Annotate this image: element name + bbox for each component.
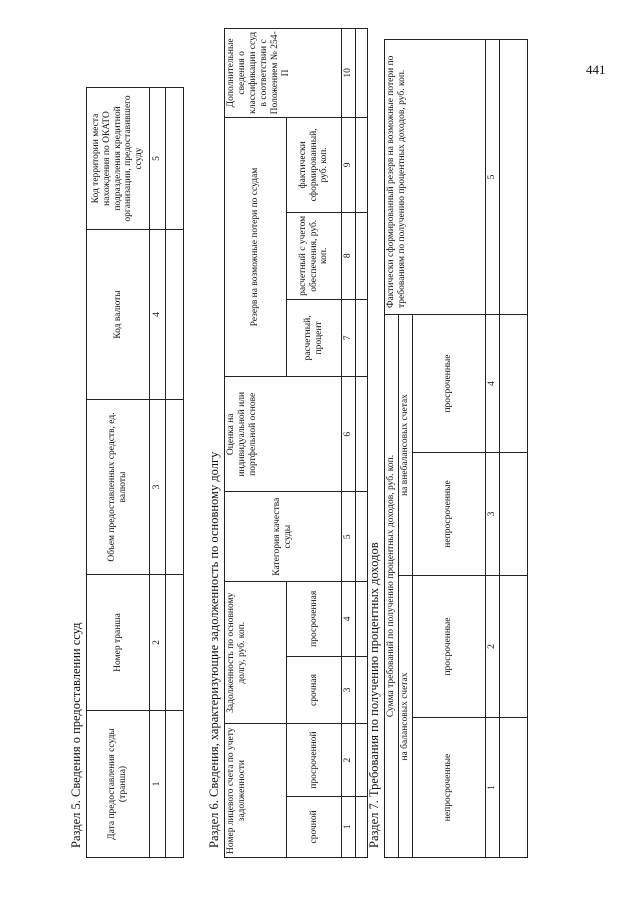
s5-cell <box>166 711 184 858</box>
section6-number-row <box>342 29 356 858</box>
s6-header-account: Номер лицевого счета по учету задолженности <box>225 724 287 858</box>
s7-header-sum: Сумма требований по получению процентных доходов, руб. коп. <box>385 314 399 857</box>
s6-cell <box>355 299 367 377</box>
s5-header-currency: Код валюты <box>87 230 150 400</box>
s7-num: 2 <box>485 576 499 718</box>
s6-header-debt-urgent: срочная <box>287 656 342 724</box>
s5-num: 3 <box>150 400 166 575</box>
s5-header-volume: Объем предоставленных средств, ед. валюты <box>87 400 150 575</box>
section5-title: Раздел 5. Сведения о предоставлении ссуд <box>69 622 83 848</box>
s6-header-account-overdue: просроченной <box>287 724 342 796</box>
s6-cell <box>355 29 367 118</box>
s6-header-res-percent: расчетный, процент <box>287 299 342 377</box>
s6-header-res-actual: фактически сформированный, руб. коп. <box>287 117 342 212</box>
s7-header-reserve: Фактически сформированный резерв на возможные потери по требованиям по получению процентных доходов, руб. коп. <box>385 39 486 314</box>
s6-header-reserve: Резерв на возможные потери по ссудам <box>225 117 287 377</box>
s6-num: 4 <box>342 582 356 656</box>
s6-cell <box>355 117 367 212</box>
s7-header-bal-overdue: просроченные <box>412 576 485 718</box>
section5-table <box>86 87 184 858</box>
section5-table-wrap <box>86 87 184 858</box>
section6-header-row1 <box>225 29 287 858</box>
s7-cell <box>499 576 527 718</box>
s6-header-category: Категория качества ссуды <box>225 492 342 582</box>
s7-cell <box>499 39 527 314</box>
s7-header-bal-nonoverdue: непросроченные <box>412 718 485 858</box>
s7-num: 4 <box>485 314 499 452</box>
s6-num: 8 <box>342 213 356 300</box>
s7-cell <box>499 314 527 452</box>
section6-data-row <box>355 29 367 858</box>
section7-header-row1 <box>385 39 399 857</box>
s6-num: 10 <box>342 29 356 118</box>
section7-title: Раздел 7. Требования по получению процентных доходов <box>367 542 381 848</box>
s7-header-balance: на балансовых счетах <box>398 576 412 858</box>
s6-header-account-urgent: срочной <box>287 796 342 857</box>
s7-cell <box>499 718 527 858</box>
section5-data-row <box>166 88 184 858</box>
s5-header-date: Дата предоставления ссуды (транша) <box>87 711 150 858</box>
s5-num: 1 <box>150 711 166 858</box>
section5-header-row <box>87 88 150 858</box>
s6-num: 6 <box>342 377 356 492</box>
s5-cell <box>166 575 184 711</box>
s7-header-offbalance: на внебалансовых счетах <box>398 314 412 575</box>
s6-num: 5 <box>342 492 356 582</box>
s7-num: 1 <box>485 718 499 858</box>
s6-cell <box>355 492 367 582</box>
s6-header-debt: Задолженность по основному долгу, руб. коп. <box>225 582 287 724</box>
s6-num: 1 <box>342 796 356 857</box>
section7-table <box>384 39 528 858</box>
s6-header-assessment: Оценка на индивидуальной или портфельной основе <box>225 377 342 492</box>
s6-num: 9 <box>342 117 356 212</box>
s6-cell <box>355 796 367 857</box>
s6-cell <box>355 377 367 492</box>
s6-cell <box>355 582 367 656</box>
section7-table-wrap <box>384 39 528 858</box>
section5-number-row <box>150 88 166 858</box>
s6-num: 7 <box>342 299 356 377</box>
section7-number-row <box>485 39 499 857</box>
s5-num: 2 <box>150 575 166 711</box>
s5-header-tranche: Номер транша <box>87 575 150 711</box>
s6-header-debt-overdue: просроченная <box>287 582 342 656</box>
s5-cell <box>166 88 184 230</box>
section7-data-row <box>499 39 527 857</box>
s5-cell <box>166 400 184 575</box>
s6-cell <box>355 213 367 300</box>
s6-cell <box>355 724 367 796</box>
s7-num: 5 <box>485 39 499 314</box>
s6-header-additional: Дополнительные сведения о классификации ссуд в соответствии с Положением № 254-П <box>225 29 342 118</box>
s6-num: 2 <box>342 724 356 796</box>
s5-num: 5 <box>150 88 166 230</box>
section6-table-wrap <box>224 28 368 858</box>
s7-num: 3 <box>485 453 499 576</box>
s7-header-off-overdue: просроченные <box>412 314 485 452</box>
s6-num: 3 <box>342 656 356 724</box>
s6-header-res-calc: расчетный с учетом обеспечения, руб. коп. <box>287 213 342 300</box>
s6-cell <box>355 656 367 724</box>
s7-header-off-nonoverdue: непросроченные <box>412 453 485 576</box>
s7-cell <box>499 453 527 576</box>
section6-title: Раздел 6. Сведения, характеризующие задолженность по основному долгу <box>207 451 221 848</box>
section6-table <box>224 28 368 858</box>
page-number: 441 <box>586 62 606 77</box>
s5-header-okato: Код территории места нахождения по ОКАТО подразделения кредитной организации, предоставившего ссуду <box>87 88 150 230</box>
s5-num: 4 <box>150 230 166 400</box>
s5-cell <box>166 230 184 400</box>
